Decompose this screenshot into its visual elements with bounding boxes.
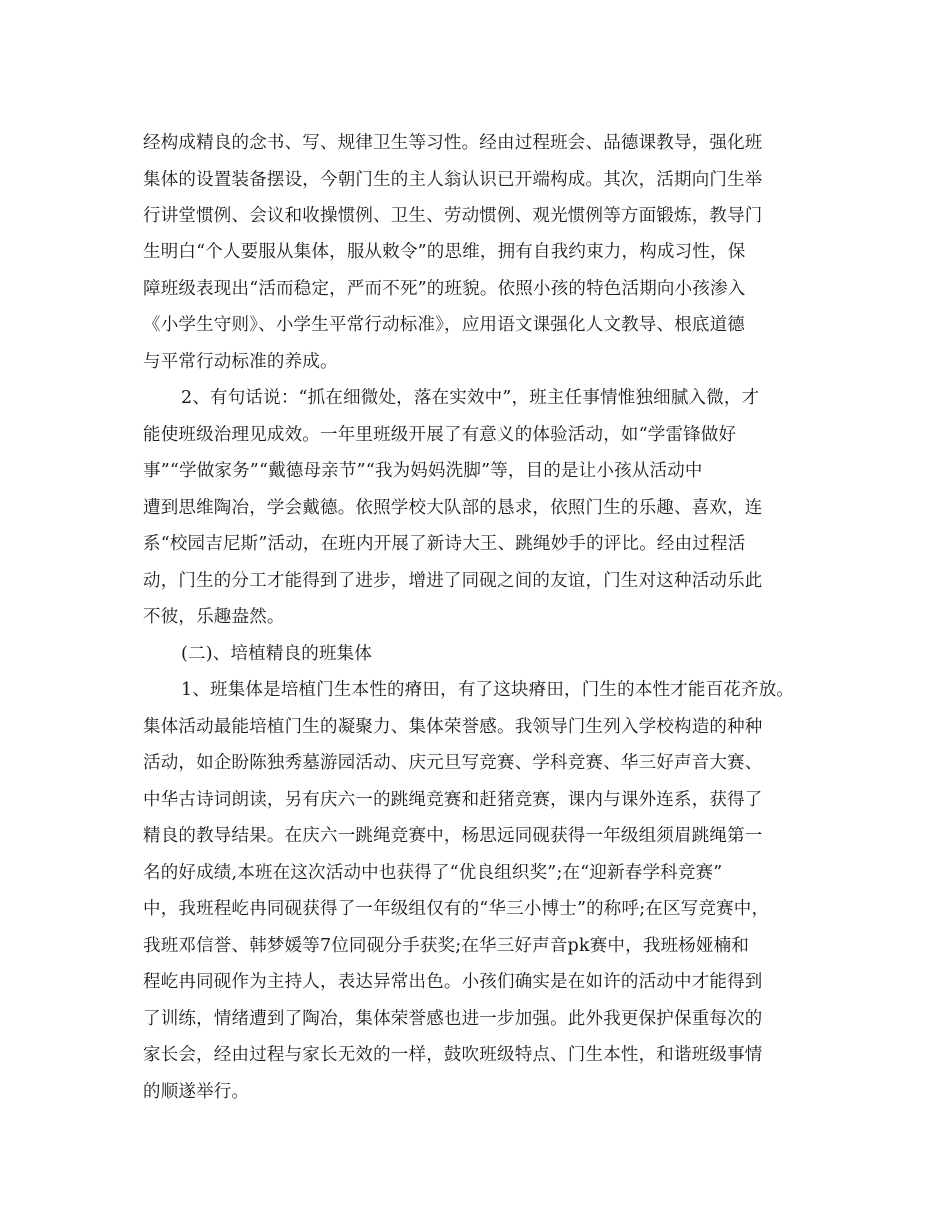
paragraph-line: 生明白“个人要服从集体，服从敕令”的思维，拥有自我约束力，构成习性，保 (143, 242, 746, 262)
paragraph-line: 程屹冉同砚作为主持人，表达异常出色。小孩们确实是在如许的活动中才能得到 (143, 972, 763, 992)
section-heading: (二)、培植精良的班集体 (181, 644, 373, 664)
paragraph-line: 家长会，经由过程与家长无效的一样，鼓吹班级特点、门生本性，和谐班级事情 (143, 1045, 763, 1065)
paragraph-line: 《小学生守则》、小学生平常行动标准》，应用语文课强化人文教导、根底道德 (143, 315, 745, 335)
paragraph-line: 遭到思维陶冶，学会戴德。依照学校大队部的恳求，依照门生的乐趣、喜欢，连 (143, 498, 763, 518)
paragraph-line: 与平常行动标准的养成。 (143, 352, 338, 372)
paragraph-line: 活动，如企盼陈独秀墓游园活动、庆元旦写竞赛、学科竞赛、华三好声音大赛、 (143, 753, 763, 773)
paragraph-line: 不彼，乐趣盎然。 (143, 607, 285, 627)
paragraph-line: 了训练，情绪遭到了陶冶，集体荣誉感也进一步加强。此外我更保护保重每次的 (143, 1009, 763, 1029)
paragraph-line: 中华古诗词朗读，另有庆六一的跳绳竞赛和赶猪竞赛，课内与课外连系，获得了 (143, 790, 763, 810)
paragraph-line: 动，门生的分工才能得到了进步，增进了同砚之间的友谊，门生对这种活动乐此 (143, 571, 763, 591)
paragraph-line: 障班级表现出“活而稳定，严而不死”的班貌。依照小孩的特色活期向小孩渗入 (143, 279, 746, 299)
paragraph-line: 精良的教导结果。在庆六一跳绳竞赛中，杨思远同砚获得一年级组须眉跳绳第一 (143, 826, 763, 846)
paragraph-line: 经构成精良的念书、写、规律卫生等习性。经由过程班会、品德课教导，强化班 (143, 133, 763, 153)
paragraph-line: 2、有句话说：“抓在细微处，落在实效中”，班主任事情惟独细腻入微，才 (181, 388, 760, 408)
paragraph-line: 中，我班程屹冉同砚获得了一年级组仅有的“华三小博士”的称呼;在区写竞赛中， (143, 899, 770, 919)
paragraph-line: 系“校园吉尼斯”活动，在班内开展了新诗大王、跳绳妙手的评比。经由过程活 (143, 534, 746, 554)
paragraph-line: 集体的设置装备摆设，今朝门生的主人翁认识已开端构成。其次，活期向门生举 (143, 170, 763, 190)
paragraph-line: 名的好成绩,本班在这次活动中也获得了“优良组织奖”;在“迎新春学科竞赛” (143, 863, 723, 883)
paragraph-line: 行讲堂惯例、会议和收操惯例、卫生、劳动惯例、观光惯例等方面锻炼，教导门 (143, 206, 763, 226)
paragraph-line: 1、班集体是培植门生本性的瘠田，有了这块瘠田，门生的本性才能百花齐放。 (181, 680, 795, 700)
paragraph-line: 事”“学做家务”“戴德母亲节”“我为妈妈洗脚”等，目的是让小孩从活动中 (143, 461, 703, 481)
paragraph-line: 我班邓信誉、韩梦媛等7位同砚分手获奖;在华三好声音pk赛中，我班杨娅楠和 (143, 936, 750, 956)
paragraph-line: 集体活动最能培植门生的凝聚力、集体荣誉感。我领导门生列入学校构造的种种 (143, 717, 763, 737)
paragraph-line: 能使班级治理见成效。一年里班级开展了有意义的体验活动，如“学雷锋做好 (143, 425, 737, 445)
paragraph-line: 的顺遂举行。 (143, 1082, 250, 1102)
